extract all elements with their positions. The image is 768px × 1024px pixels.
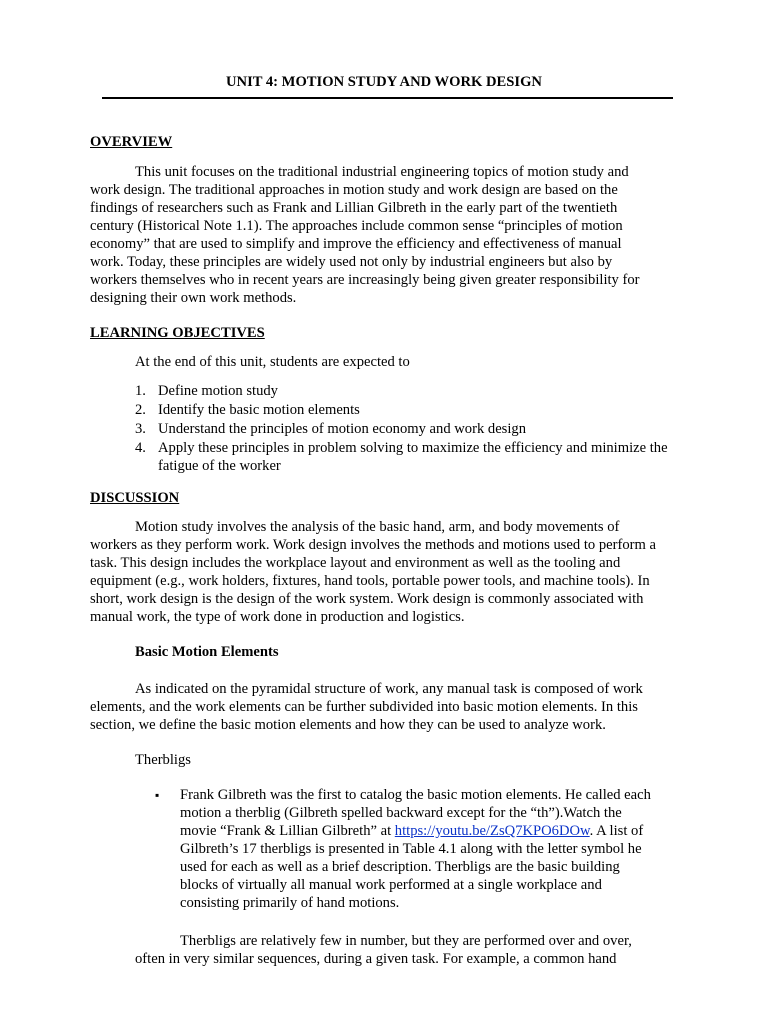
- list-number: 3.: [135, 421, 146, 437]
- list-text: Define motion study: [158, 383, 278, 399]
- bullet-icon: ▪: [155, 788, 160, 802]
- discussion-heading: DISCUSSION: [90, 490, 180, 506]
- movie-prefix: movie “Frank & Lillian Gilbreth” at: [180, 823, 395, 839]
- unit-title: UNIT 4: MOTION STUDY AND WORK DESIGN: [226, 74, 542, 90]
- bullet-line-5: used for each as well as a brief description. Therbligs are the basic building: [180, 859, 620, 875]
- basic-motion-heading: Basic Motion Elements: [135, 644, 279, 660]
- bullet-line-1: Frank Gilbreth was the first to catalog the basic motion elements. He called each: [180, 787, 651, 803]
- basic-motion-paragraph: [90, 680, 680, 734]
- therbligs-closing-paragraph: [135, 932, 680, 968]
- overview-line-5: economy” that are used to simplify and improve the efficiency and effectiveness of manual: [90, 236, 622, 252]
- list-number: 1.: [135, 383, 146, 399]
- discussion-line-4: equipment (e.g., work holders, fixtures, hand tools, portable power tools, and machine tools). In: [90, 573, 650, 589]
- basic-motion-line-1: As indicated on the pyramidal structure of work, any manual task is composed of work: [135, 681, 643, 697]
- bullet-line-3: [180, 822, 670, 840]
- discussion-paragraph: [90, 518, 680, 626]
- therbligs-bullet: [155, 786, 675, 912]
- closing-line-1: Therbligs are relatively few in number, but they are performed over and over,: [180, 933, 632, 949]
- list-number: 2.: [135, 402, 146, 418]
- overview-line-4: century (Historical Note 1.1). The approaches include common sense “principles of motion: [90, 218, 623, 234]
- bullet-line-2: motion a therblig (Gilbreth spelled backward except for the “th”).Watch the: [180, 805, 622, 821]
- discussion-line-5: short, work design is the design of the work system. Work design is commonly associated with: [90, 591, 644, 607]
- objectives-heading: LEARNING OBJECTIVES: [90, 325, 265, 341]
- overview-line-6: work. Today, these principles are widely used not only by industrial engineers but also by: [90, 254, 613, 270]
- overview-line-1: This unit focuses on the traditional industrial engineering topics of motion study and: [135, 164, 629, 180]
- closing-line-2: often in very similar sequences, during a given task. For example, a common hand: [135, 951, 617, 967]
- discussion-line-2: workers as they perform work. Work design involves the methods and motions used to perform a: [90, 537, 656, 553]
- bullet-text: [180, 786, 670, 912]
- list-item: [135, 401, 680, 419]
- title-rule: [102, 97, 673, 99]
- list-item: [135, 382, 680, 400]
- overview-line-8: designing their own work methods.: [90, 290, 297, 306]
- discussion-line-3: task. This design includes the workplace layout and environment as well as the tooling and: [90, 555, 621, 571]
- discussion-line-1: Motion study involves the analysis of the basic hand, arm, and body movements of: [135, 519, 620, 535]
- bullet-line-4: Gilbreth’s 17 therbligs is presented in Table 4.1 along with the letter symbol he: [180, 841, 642, 857]
- therbligs-heading: Therbligs: [135, 752, 191, 768]
- discussion-line-6: manual work, the type of work done in production and logistics.: [90, 609, 465, 625]
- list-text: Identify the basic motion elements: [158, 402, 360, 418]
- overview-line-2: work design. The traditional approaches in motion study and work design are based on the: [90, 182, 618, 198]
- list-number: 4.: [135, 440, 146, 456]
- overview-heading: OVERVIEW: [90, 134, 173, 150]
- bullet-line-7: consisting primarily of hand motions.: [180, 895, 400, 911]
- basic-motion-line-3: section, we define the basic motion elements and how they can be used to analyze work.: [90, 717, 606, 733]
- list-item: [135, 439, 680, 475]
- overview-paragraph: [90, 163, 680, 307]
- list-text: Apply these principles in problem solving to maximize the efficiency and minimize the fatigue of the worker: [158, 440, 668, 474]
- overview-line-7: workers themselves who in recent years are increasingly being given greater responsibility for: [90, 272, 640, 288]
- basic-motion-line-2: elements, and the work elements can be further subdivided into basic motion elements. In this: [90, 699, 638, 715]
- list-text: Understand the principles of motion economy and work design: [158, 421, 527, 437]
- bullet-line-6: blocks of virtually all manual work performed at a single workplace and: [180, 877, 602, 893]
- movie-suffix: . A list of: [589, 823, 644, 839]
- objectives-intro: At the end of this unit, students are expected to: [135, 354, 410, 370]
- youtube-link[interactable]: https://youtu.be/ZsQ7KPO6DOw: [394, 823, 590, 839]
- list-item: [135, 420, 680, 438]
- overview-line-3: findings of researchers such as Frank and Lillian Gilbreth in the early part of the twentieth: [90, 200, 618, 216]
- objectives-list: [135, 382, 680, 476]
